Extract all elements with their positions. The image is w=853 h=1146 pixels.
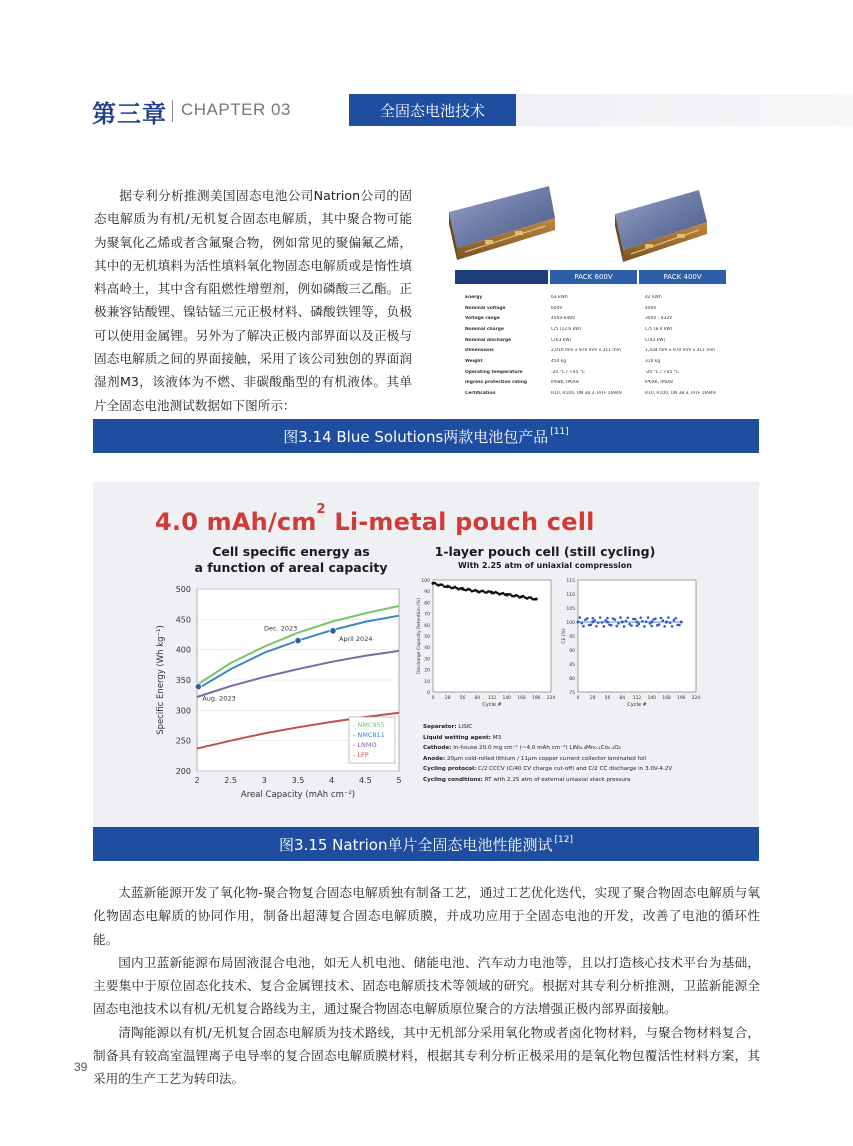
spec-value: -20 °C / +45 °C	[645, 369, 680, 375]
y-tick-label: 80	[424, 601, 430, 607]
y-tick-label: 450	[175, 615, 191, 625]
caption-ref: [11]	[550, 427, 569, 437]
data-point	[641, 620, 644, 623]
data-point	[634, 618, 637, 621]
spec-row	[455, 367, 730, 378]
spec-label: Nominal voltage	[465, 305, 506, 311]
data-point	[610, 624, 613, 627]
spec-label: Certification	[465, 391, 496, 397]
pack-400v-image	[615, 190, 707, 262]
note-line: Liquid wetting agent: M3	[423, 734, 502, 741]
data-point	[586, 617, 589, 620]
spec-row	[455, 335, 730, 346]
x-tick-label: 112	[632, 696, 642, 701]
data-point	[599, 616, 602, 619]
y-tick-label: 90	[424, 590, 430, 596]
data-point	[617, 622, 620, 625]
data-point	[673, 619, 676, 622]
data-point	[650, 621, 653, 624]
x-axis-label: Areal Capacity (mAh cm⁻²)	[240, 790, 356, 800]
body-paragraph: 太蓝新能源开发了氧化物-聚合物复合固态电解质独有制备工艺，通过工艺优化迭代，实现了聚合物固态电解质与氧化物固态电解质的协同作用，制备出超薄复合固态电解质膜，并成功应用于全固态电池的开发，改善了电池的循环性能。	[93, 885, 760, 947]
spec-label: Nominal charge	[465, 326, 504, 332]
annotation-dec-2023: Dec. 2023	[264, 624, 298, 633]
x-axis-label: Cycle #	[482, 702, 502, 708]
spec-value: 300V - 432V	[645, 316, 673, 322]
data-point	[603, 625, 606, 628]
data-point	[662, 619, 665, 622]
figure-caption-3-15	[93, 827, 759, 861]
spec-row	[455, 303, 730, 314]
data-point	[645, 620, 648, 623]
plot-area	[578, 580, 696, 692]
data-point	[647, 616, 650, 619]
ce-chart	[556, 574, 706, 714]
y-axis-label: Specific Energy (Wh kg⁻¹)	[156, 625, 166, 735]
y-tick-label: 85	[569, 663, 575, 668]
spec-value: C/5 (12.6 kW)	[551, 326, 582, 332]
chapter-en-label: CHAPTER 03	[181, 100, 291, 119]
spec-row	[455, 292, 730, 303]
spec-row	[455, 345, 730, 356]
data-point	[665, 621, 668, 624]
y-tick-label: 30	[424, 657, 430, 663]
page-number: 39	[74, 1060, 88, 1074]
y-tick-label: 0	[427, 691, 430, 696]
spec-label: Dimensions	[465, 348, 494, 354]
legend-entry: - LNMO	[353, 741, 377, 749]
x-tick-label: 84	[474, 696, 481, 701]
battery-pack-images	[445, 178, 735, 274]
retention-chart	[411, 574, 561, 714]
left-chart-title: Cell specific energy as a function of areal capacity	[194, 544, 388, 575]
data-point	[630, 624, 633, 627]
data-point	[678, 624, 681, 627]
data-point	[590, 623, 593, 626]
data-point	[597, 621, 600, 624]
y-tick-label: 10	[424, 679, 430, 685]
pack-spec-table	[455, 270, 730, 399]
spec-value: IP6XK, IP6X8	[645, 380, 673, 386]
data-point	[639, 616, 642, 619]
x-tick-label: 196	[676, 696, 686, 701]
spec-value: 454 kg	[551, 358, 567, 364]
section-title: 全固态电池技术	[349, 94, 516, 126]
data-point	[595, 625, 598, 628]
x-tick-label: 56	[604, 696, 611, 701]
y-tick-label: 100	[421, 579, 430, 584]
y-axis-label: Discharge Capacity Retention (%)	[417, 598, 422, 674]
note-line: Cycling protocol: C/2 CCCV (C/40 CV charge cut-off) and C/2 CC discharge in 3.0V-4.2V	[423, 766, 673, 773]
chapter-label: 第三章	[92, 100, 167, 128]
energy-chart	[137, 577, 457, 817]
data-point	[614, 618, 617, 621]
x-tick-label: 56	[459, 696, 466, 701]
body-text	[93, 881, 760, 1091]
data-point	[671, 625, 674, 628]
spec-row	[455, 378, 730, 389]
spec-label: Nominal discharge	[465, 337, 512, 343]
spec-value: -20 °C / +45 °C	[551, 369, 586, 375]
milestone-point	[295, 637, 301, 643]
spec-label: Voltage range	[465, 316, 500, 322]
figure-caption-3-14	[93, 419, 759, 453]
y-tick-label: 100	[566, 621, 575, 626]
y-tick-label: 400	[175, 645, 191, 655]
x-tick-label: 4	[329, 776, 335, 785]
spec-row	[455, 388, 730, 399]
spec-value: 2,010 mm x 970 mm x 311 mm	[551, 348, 621, 354]
caption-text: 图3.15 Natrion单片全固态电池性能测试	[279, 835, 553, 854]
spec-label: Operating temperature	[465, 369, 523, 375]
y-tick-label: 105	[566, 607, 575, 612]
spec-value: 42 kWh	[645, 294, 662, 300]
data-point	[591, 617, 594, 620]
spec-label: Ingress protection rating	[465, 380, 528, 386]
note-line: Cathode: In-house 20.0 mg cm⁻² (~4.0 mAh cm⁻²) LiNi₀.₈Mn₀.₁Co₀.₁O₂	[423, 745, 621, 752]
x-tick-label: 5	[396, 776, 402, 785]
data-point	[505, 593, 508, 596]
x-tick-label: 28	[589, 696, 596, 701]
test-conditions-notes	[423, 722, 672, 786]
y-tick-label: 20	[424, 668, 430, 674]
data-point	[667, 616, 670, 619]
annotation-april-2024: April 2024	[339, 634, 373, 643]
x-tick-label: 0	[431, 696, 435, 701]
x-tick-label: 140	[647, 696, 657, 701]
figure-headline: 4.0 mAh/$cm^2$ Li-metal pouch cell	[155, 502, 595, 536]
legend-entry: - NMC811	[353, 731, 385, 739]
data-point	[461, 587, 464, 590]
data-point	[579, 616, 582, 619]
right-chart-subtitle: With 2.25 atm of uniaxial compression	[458, 561, 632, 570]
spec-value: 63 kWh	[551, 294, 568, 300]
spec-value: IP68K, IP6X8	[551, 380, 579, 386]
legend-entry: - NMC955	[353, 721, 385, 729]
data-point	[625, 620, 628, 623]
caption-text: 图3.14 Blue Solutions两款电池包产品	[283, 427, 549, 446]
x-tick-label: 140	[502, 696, 512, 701]
spec-label: Weight	[465, 358, 483, 364]
spec-value: 456V-648V	[551, 316, 576, 322]
x-tick-label: 28	[444, 696, 451, 701]
data-point	[643, 625, 646, 628]
y-tick-label: 60	[424, 623, 430, 629]
x-tick-label: 2.5	[224, 776, 238, 785]
body-paragraph: 清陶能源以有机/无机复合固态电解质为技术路线，其中无机部分采用氧化物或者卤化物材料，与聚合物材料复合，制备具有较高室温锂离子电导率的复合固态电解质膜材料，根据其专利分析正极采用的是氧化物包覆活性材料方案，其采用的生产工艺为转印法。	[93, 1024, 760, 1087]
data-point	[650, 625, 653, 628]
x-tick-label: 224	[546, 696, 556, 701]
annotation-aug-2023: Aug. 2023	[202, 694, 236, 703]
data-point	[606, 617, 609, 620]
y-tick-label: 50	[424, 635, 430, 640]
data-point	[621, 621, 624, 624]
spec-value: C(63 kW)	[551, 337, 572, 343]
note-line: Cycling conditions: RT with 2.25 atm of external uniaxial stack pressure	[423, 776, 631, 783]
spec-value: 600V	[551, 305, 563, 311]
legend-entry: - LFP	[353, 751, 369, 759]
pouch-cell-figure	[93, 482, 759, 827]
data-point	[658, 623, 661, 626]
x-tick-label: 2	[194, 776, 200, 785]
data-point	[580, 622, 583, 625]
data-point	[626, 616, 629, 619]
x-tick-label: 0	[576, 696, 580, 701]
data-point	[636, 621, 639, 624]
data-point	[615, 625, 618, 628]
spec-col-400v: PACK 400V	[639, 270, 726, 284]
data-point	[606, 621, 609, 624]
data-point	[623, 625, 626, 628]
data-point	[663, 625, 666, 628]
data-point	[591, 621, 594, 624]
x-tick-label: 112	[487, 696, 497, 701]
data-point	[601, 621, 604, 624]
y-tick-label: 250	[175, 736, 191, 746]
spec-row	[455, 356, 730, 367]
note-line: Anode: 20μm cold-rolled lithium / 11μm copper current collector laminated foil	[423, 755, 647, 762]
data-point	[674, 617, 677, 620]
header-divider	[172, 100, 173, 122]
intro-paragraph	[94, 184, 412, 417]
spec-row	[455, 324, 730, 335]
data-point	[669, 621, 672, 624]
data-point	[476, 590, 479, 593]
x-tick-label: 196	[531, 696, 541, 701]
data-point	[446, 585, 449, 588]
data-point	[582, 625, 585, 628]
y-tick-label: 80	[569, 677, 575, 682]
y-tick-label: 300	[175, 706, 191, 716]
data-point	[432, 582, 435, 585]
data-point	[520, 595, 523, 598]
y-tick-label: 115	[566, 579, 575, 584]
y-axis-label: CE (%)	[562, 628, 567, 644]
data-point	[577, 621, 580, 624]
y-tick-label: 75	[569, 691, 575, 696]
x-axis-label: Cycle #	[627, 702, 647, 708]
spec-col-600v: PACK 600V	[550, 270, 637, 284]
x-tick-label: 168	[662, 696, 671, 701]
spec-value: R10, R100, UN 38.3, IATF 16949	[551, 391, 622, 397]
y-tick-label: 110	[566, 593, 575, 598]
data-point	[680, 621, 683, 624]
milestone-point	[330, 628, 336, 634]
y-tick-label: 90	[569, 649, 575, 654]
spec-row	[455, 313, 730, 324]
spec-value: R10, R100, UN 38.3, IATF 16949	[645, 391, 716, 397]
data-point	[654, 617, 657, 620]
plot-area	[433, 580, 551, 692]
body-paragraph: 国内卫蓝新能源布局固液混合电池，如无人机电池、储能电池、汽车动力电池等，且以打造核心技术平台为基础，主要集中于原位固态化技术、复合金属锂技术、固态电解质技术等领域的研究。根据对其专利分析推测，卫蓝新能源全固态电池技术以有机/无机复合路线为主，通过聚合物固态电解质原位聚合的方法增强正极内部界面接触。	[93, 954, 760, 1017]
spec-value: C/5 (8.4 kW)	[645, 326, 673, 332]
caption-ref: [12]	[554, 835, 573, 845]
note-line: Separator: LiSIC	[423, 724, 473, 730]
data-point	[491, 591, 494, 594]
x-tick-label: 4.5	[358, 776, 372, 785]
spec-value: 400V	[645, 305, 657, 311]
data-point	[535, 598, 538, 601]
y-tick-label: 95	[569, 635, 575, 640]
right-chart-title: 1-layer pouch cell (still cycling)	[434, 544, 656, 559]
y-tick-label: 350	[175, 676, 191, 685]
y-tick-label: 500	[175, 585, 191, 594]
pack-600v-image	[449, 186, 555, 260]
y-tick-label: 200	[175, 767, 191, 776]
x-tick-label: 3.5	[291, 776, 305, 785]
spec-value: C(42 kW)	[645, 337, 666, 343]
x-tick-label: 168	[517, 696, 526, 701]
spec-value: 310 kg	[645, 358, 661, 364]
milestone-point	[195, 683, 201, 689]
spec-table-header	[455, 270, 730, 284]
y-tick-label: 70	[424, 612, 430, 618]
intro-text: 据专利分析推测美国固态电池公司Natrion公司的固态电解质为有机/无机复合固态电解质，其中聚合物可能为聚氧化乙烯或者含氟聚合物，例如常见的聚偏氟乙烯，其中的无机填料为活性填料氧化物固态电解质或是惰性填料高岭土，其中含有阻燃性增塑剂，例如磷酸三乙酯。正极兼容钴酸锂、镍钴锰三元正极材料、磷酸铁锂等，负极可以使用金属锂。另外为了解决正极内部界面以及正极与固态电解质之间的界面接触，采用了该公司独创的界面润湿剂M3，该液体为不燃、非碳酸酯型的有机液体。其单片全固态电池测试数据如下图所示：	[94, 188, 412, 413]
data-point	[619, 616, 622, 619]
x-tick-label: 3	[261, 776, 267, 785]
spec-table-body	[455, 284, 730, 399]
spec-label: Energy	[465, 294, 483, 300]
x-tick-label: 224	[691, 696, 701, 701]
y-tick-label: 40	[424, 646, 430, 652]
x-tick-label: 84	[619, 696, 626, 701]
spec-value: 1,434 mm x 970 mm x 311 mm	[645, 348, 715, 354]
data-point	[660, 617, 663, 620]
